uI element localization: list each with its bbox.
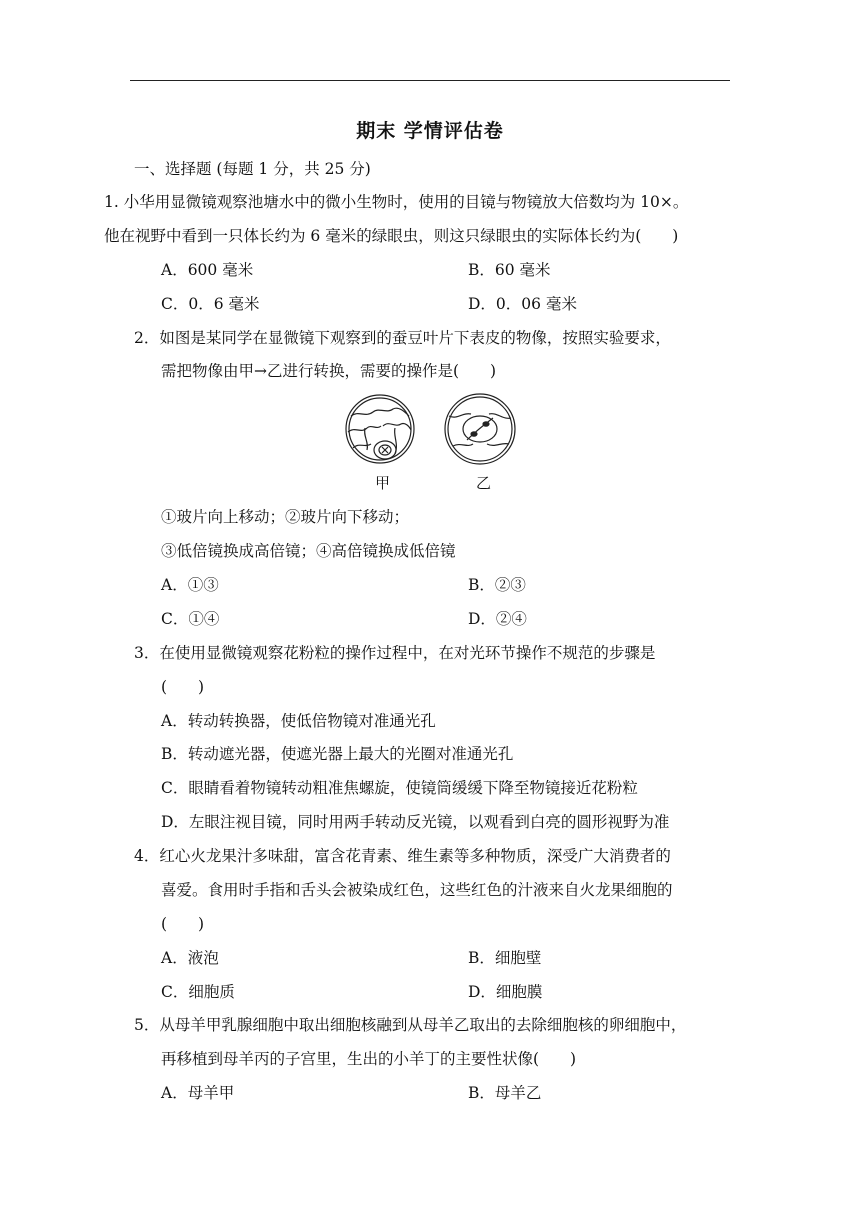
q4-option-c: C．细胞质 <box>161 983 235 1001</box>
q1-stem-line1: 1. 小华用显微镜观察池塘水中的微小生物时，使用的目镜与物镜放大倍数均为 10×。 <box>104 193 689 211</box>
field-view-jia <box>346 395 414 463</box>
q3-option-b: B．转动遮光器，使遮光器上最大的光圈对准通光孔 <box>161 745 514 763</box>
q4-option-d: D．细胞膜 <box>468 983 543 1001</box>
q5-stem-line1: 5．从母羊甲乳腺细胞中取出细胞核融到从母羊乙取出的去除细胞核的卵细胞中， <box>134 1016 687 1034</box>
figure-drawing <box>343 392 518 492</box>
q2-stem-line2: 需把物像由甲→乙进行转换，需要的操作是( ) <box>161 362 497 380</box>
q3-stem-line1: 3．在使用显微镜观察花粉粒的操作过程中，在对光环节操作不规范的步骤是 <box>134 644 656 662</box>
q2-steps-line2: ③低倍镜换成高倍镜；④高倍镜换成低倍镜 <box>161 542 456 560</box>
q5-stem-line2: 再移植到母羊丙的子宫里，生出的小羊丁的主要性状像( ) <box>161 1050 577 1068</box>
q1-option-d: D．0．06 毫米 <box>468 295 577 313</box>
q3-option-d: D．左眼注视目镜，同时用两手转动反光镜，以观看到白亮的圆形视野为准 <box>161 813 670 831</box>
q1-option-a: A．600 毫米 <box>161 261 254 279</box>
figure-label-jia: 甲 <box>375 474 391 492</box>
q5-option-a: A．母羊甲 <box>161 1084 235 1102</box>
microscope-figure <box>343 392 518 492</box>
q4-stem-line3: ( ) <box>161 915 205 933</box>
q2-steps-line1: ①玻片向上移动；②玻片向下移动； <box>161 508 410 526</box>
header-rule <box>130 80 730 81</box>
q2-option-d: D．②④ <box>468 610 527 628</box>
q1-option-c: C．0．6 毫米 <box>161 295 260 313</box>
q4-option-a: A．液泡 <box>161 949 219 967</box>
section-heading: 一、选择题 (每题 1 分，共 25 分) <box>134 160 371 178</box>
q1-stem-line2: 他在视野中看到一只体长约为 6 毫米的绿眼虫，则这只绿眼虫的实际体长约为( ) <box>104 227 679 245</box>
q2-option-a: A．①③ <box>161 576 219 594</box>
q2-stem-line1: 2．如图是某同学在显微镜下观察到的蚕豆叶片下表皮的物像，按照实验要求， <box>134 329 671 347</box>
q1-option-b: B．60 毫米 <box>468 261 551 279</box>
q2-option-b: B．②③ <box>468 576 526 594</box>
q3-option-a: A．转动转换器，使低倍物镜对准通光孔 <box>161 712 436 730</box>
q3-option-c: C．眼睛看着物镜转动粗准焦螺旋，使镜筒缓缓下降至物镜接近花粉粒 <box>161 779 638 797</box>
q4-stem-line2: 喜爱。食用时手指和舌头会被染成红色，这些红色的汁液来自火龙果细胞的 <box>161 881 673 899</box>
q3-stem-line2: ( ) <box>161 678 205 696</box>
q2-option-c: C．①④ <box>161 610 220 628</box>
page-title: 期末 学情评估卷 <box>356 120 504 142</box>
q4-option-b: B．细胞壁 <box>468 949 542 967</box>
q5-option-b: B．母羊乙 <box>468 1084 542 1102</box>
figure-label-yi: 乙 <box>476 474 492 492</box>
q4-stem-line1: 4．红心火龙果汁多味甜，富含花青素、维生素等多种物质，深受广大消费者的 <box>134 847 671 865</box>
field-view-yi <box>445 394 515 464</box>
